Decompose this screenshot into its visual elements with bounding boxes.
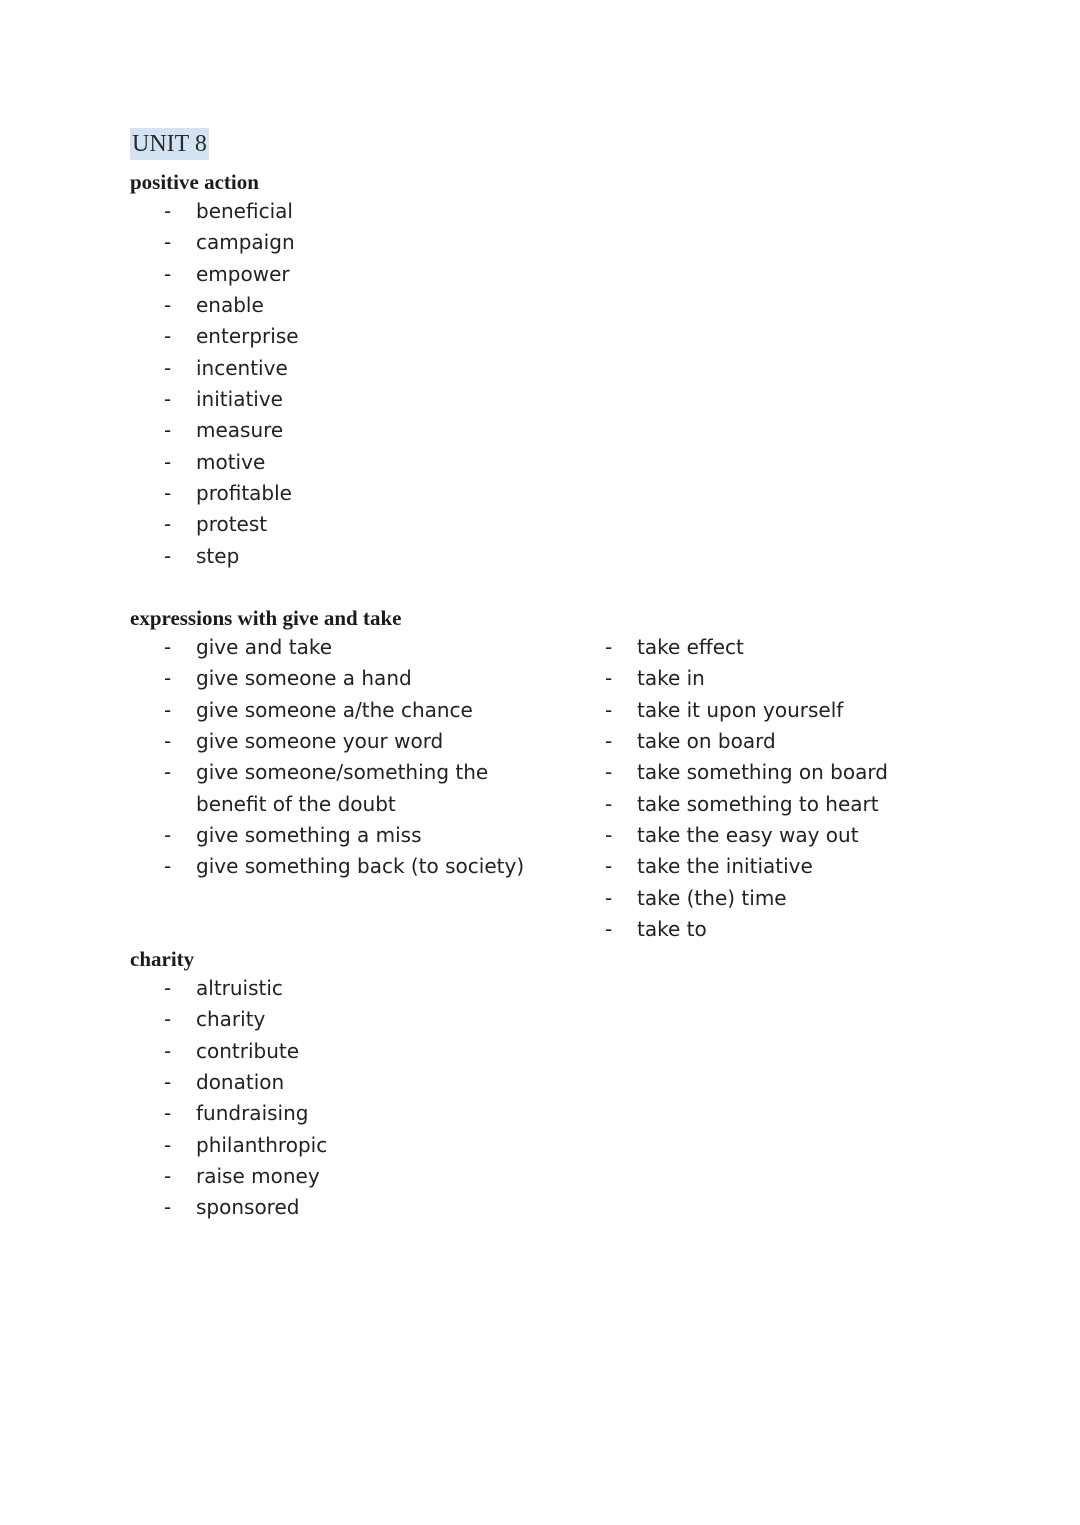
list-item: - give someone your word	[130, 726, 524, 757]
charity-list	[130, 973, 327, 1224]
list-item: - give something a miss	[130, 820, 524, 851]
list-item: - profitable	[130, 478, 299, 509]
section-heading-charity: charity	[130, 947, 195, 971]
section-heading-give-and-take: expressions with give and take	[130, 606, 402, 630]
list-item	[130, 757, 524, 820]
list-item: - measure	[130, 415, 299, 446]
list-item: - take something on board	[571, 757, 888, 788]
list-item: - altruistic	[130, 973, 327, 1004]
list-item: - sponsored	[130, 1192, 327, 1223]
list-item: - take the initiative	[571, 851, 888, 882]
list-item: - take something to heart	[571, 789, 888, 820]
list-item: - take it upon yourself	[571, 695, 888, 726]
list-item: - incentive	[130, 353, 299, 384]
list-item: - take to	[571, 914, 888, 945]
list-item: - motive	[130, 447, 299, 478]
positive-action-list	[130, 196, 299, 572]
list-item: - raise money	[130, 1161, 327, 1192]
list-item: - give someone a hand	[130, 663, 524, 694]
list-item: - contribute	[130, 1036, 327, 1067]
list-item: - philanthropic	[130, 1130, 327, 1161]
list-item: - beneficial	[130, 196, 299, 227]
list-item: - take in	[571, 663, 888, 694]
page-title: UNIT 8	[130, 128, 209, 160]
list-item: - charity	[130, 1004, 327, 1035]
list-item: - step	[130, 541, 299, 572]
list-item: - take the easy way out	[571, 820, 888, 851]
give-expressions-list	[130, 632, 524, 883]
list-item: - take (the) time	[571, 883, 888, 914]
list-item: - take on board	[571, 726, 888, 757]
list-item: - give and take	[130, 632, 524, 663]
list-item: - empower	[130, 259, 299, 290]
list-item: - enterprise	[130, 321, 299, 352]
list-item: - give someone a/the chance	[130, 695, 524, 726]
take-expressions-list	[571, 632, 888, 945]
list-item: - initiative	[130, 384, 299, 415]
list-item: - protest	[130, 509, 299, 540]
list-item: - take effect	[571, 632, 888, 663]
list-item: - donation	[130, 1067, 327, 1098]
list-item: - campaign	[130, 227, 299, 258]
section-heading-positive-action: positive action	[130, 170, 259, 194]
list-item: - give something back (to society)	[130, 851, 524, 882]
list-item: - enable	[130, 290, 299, 321]
list-item-text: give someone/something the benefit of the doubt	[196, 760, 489, 816]
list-item: - fundraising	[130, 1098, 327, 1129]
